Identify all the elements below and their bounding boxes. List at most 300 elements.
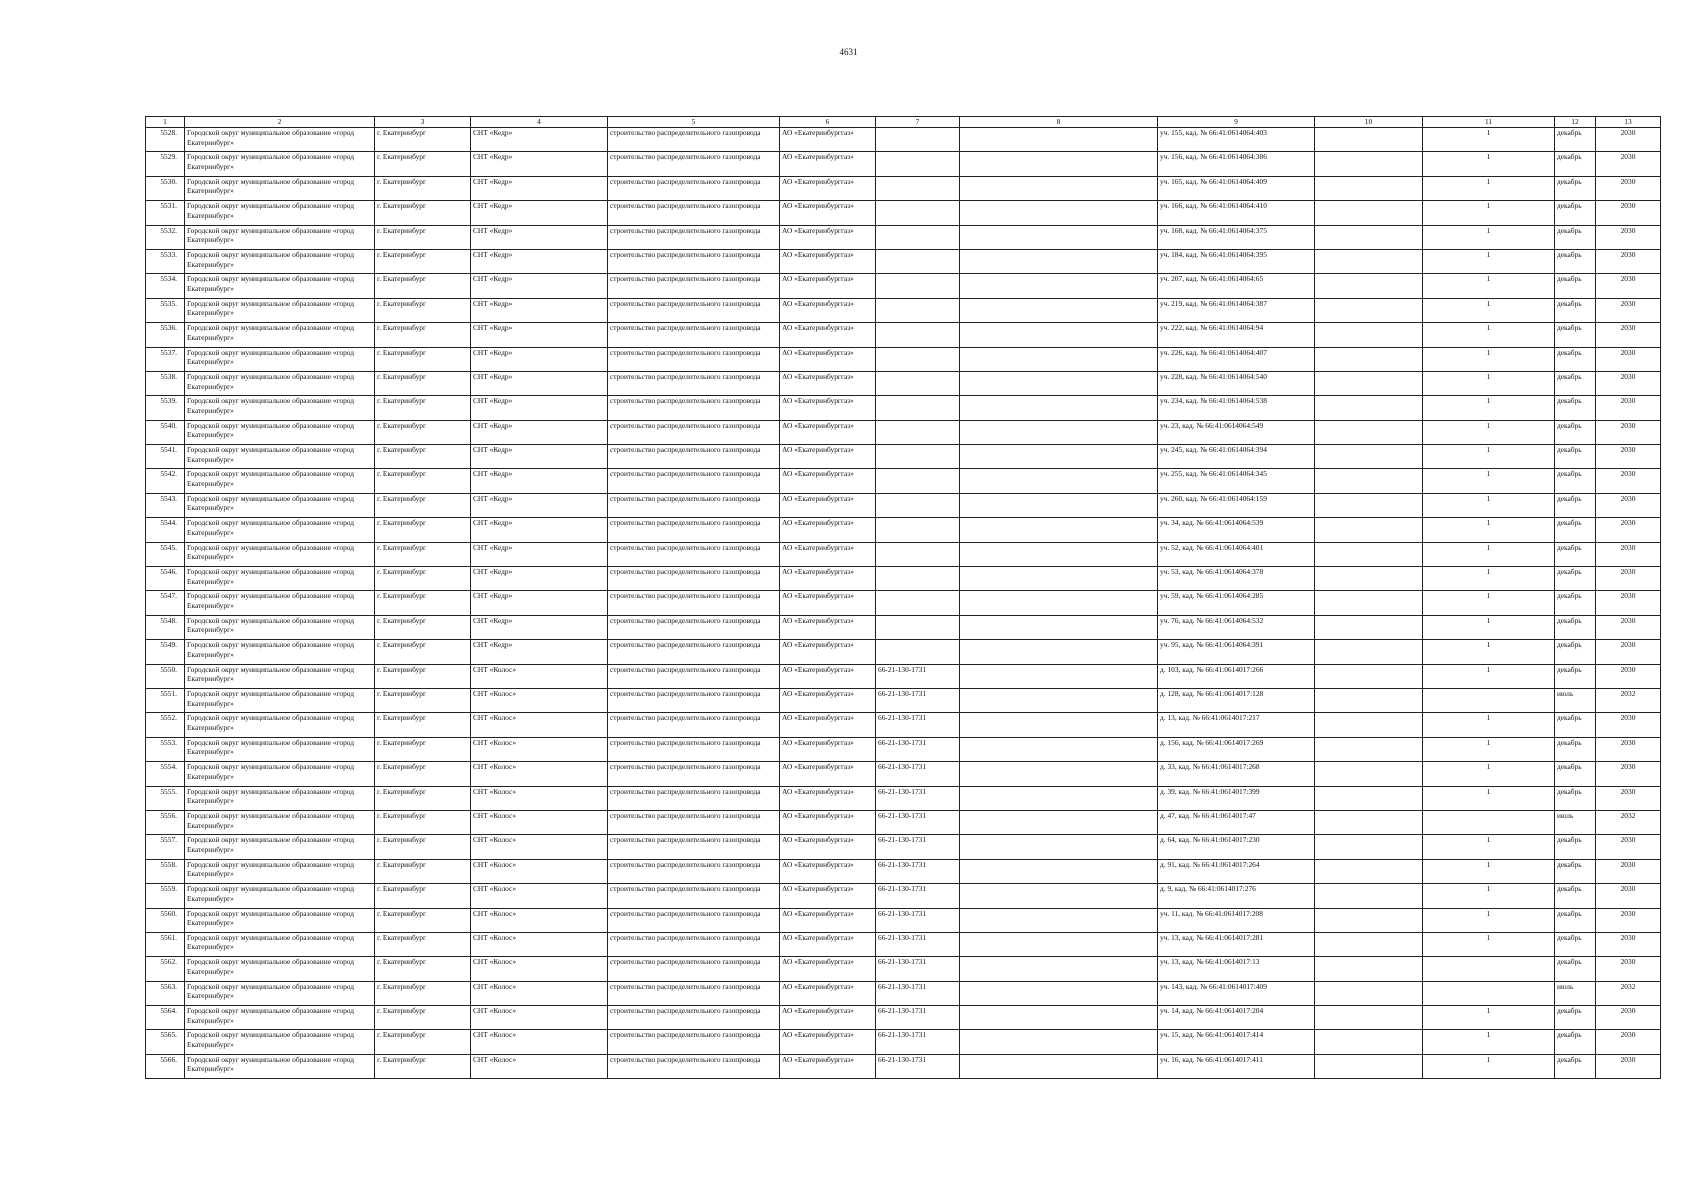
operator-cell: АО «Екатеринбурггаз» [780, 371, 876, 395]
municipality-cell: Городской округ муниципальное образование «город Екатеринбург» [185, 786, 375, 810]
permit-number-cell [876, 225, 960, 249]
settlement-cell: г. Екатеринбург [375, 128, 471, 152]
reserved-cell [960, 542, 1158, 566]
table-row [146, 201, 1661, 225]
permit-number-cell [876, 298, 960, 322]
table-row [146, 640, 1661, 664]
reserved-2-cell [1315, 762, 1423, 786]
year-cell: 2030 [1596, 1030, 1661, 1054]
municipality-cell: Городской округ муниципальное образование «город Екатеринбург» [185, 1030, 375, 1054]
month-cell: декабрь [1555, 420, 1596, 444]
plot-cadastral-cell: д. 91, кад. № 66:41:0614017:264 [1158, 859, 1315, 883]
operator-cell: АО «Екатеринбурггаз» [780, 688, 876, 712]
reserved-2-cell [1315, 201, 1423, 225]
row-number-cell: 5546. [146, 567, 185, 591]
year-cell: 2030 [1596, 371, 1661, 395]
work-type-cell: строительство распределительного газопровода [608, 176, 780, 200]
permit-number-cell: 66-21-130-1731 [876, 835, 960, 859]
reserved-2-cell [1315, 810, 1423, 834]
settlement-cell: г. Екатеринбург [375, 567, 471, 591]
table-row [146, 835, 1661, 859]
column-header: 7 [876, 117, 960, 128]
work-type-cell: строительство распределительного газопровода [608, 1006, 780, 1030]
plot-cadastral-cell: уч. 52, кад. № 66:41:0614064:401 [1158, 542, 1315, 566]
reserved-2-cell [1315, 713, 1423, 737]
table-row [146, 371, 1661, 395]
settlement-cell: г. Екатеринбург [375, 1030, 471, 1054]
work-type-cell: строительство распределительного газопровода [608, 396, 780, 420]
quantity-cell [1423, 688, 1555, 712]
year-cell: 2030 [1596, 420, 1661, 444]
permit-number-cell: 66-21-130-1731 [876, 762, 960, 786]
settlement-cell: г. Екатеринбург [375, 835, 471, 859]
reserved-cell [960, 932, 1158, 956]
work-type-cell: строительство распределительного газопровода [608, 469, 780, 493]
row-number-cell: 5563. [146, 981, 185, 1005]
reserved-cell [960, 249, 1158, 273]
year-cell: 2030 [1596, 176, 1661, 200]
reserved-cell [960, 445, 1158, 469]
month-cell: декабрь [1555, 591, 1596, 615]
month-cell: июль [1555, 810, 1596, 834]
table-row [146, 249, 1661, 273]
settlement-cell: г. Екатеринбург [375, 201, 471, 225]
row-number-cell: 5556. [146, 810, 185, 834]
work-type-cell: строительство распределительного газопровода [608, 957, 780, 981]
table-row [146, 664, 1661, 688]
work-type-cell: строительство распределительного газопровода [608, 347, 780, 371]
plot-cadastral-cell: уч. 228, кад. № 66:41:0614064:540 [1158, 371, 1315, 395]
plot-cadastral-cell: уч. 226, кад. № 66:41:0614064:407 [1158, 347, 1315, 371]
permit-number-cell [876, 152, 960, 176]
permit-number-cell: 66-21-130-1731 [876, 1030, 960, 1054]
column-header: 10 [1315, 117, 1423, 128]
operator-cell: АО «Екатеринбурггаз» [780, 957, 876, 981]
plot-cadastral-cell: уч. 53, кад. № 66:41:0614064:378 [1158, 567, 1315, 591]
reserved-2-cell [1315, 176, 1423, 200]
row-number-cell: 5545. [146, 542, 185, 566]
garden-association-cell: СНТ «Кедр» [471, 420, 608, 444]
reserved-cell [960, 128, 1158, 152]
settlement-cell: г. Екатеринбург [375, 420, 471, 444]
plot-cadastral-cell: уч. 143, кад. № 66:41:0614017:409 [1158, 981, 1315, 1005]
work-type-cell: строительство распределительного газопровода [608, 371, 780, 395]
operator-cell: АО «Екатеринбурггаз» [780, 1006, 876, 1030]
row-number-cell: 5544. [146, 518, 185, 542]
permit-number-cell: 66-21-130-1731 [876, 786, 960, 810]
work-type-cell: строительство распределительного газопровода [608, 835, 780, 859]
reserved-cell [960, 591, 1158, 615]
operator-cell: АО «Екатеринбурггаз» [780, 713, 876, 737]
month-cell: декабрь [1555, 298, 1596, 322]
table-row [146, 1030, 1661, 1054]
plot-cadastral-cell: уч. 76, кад. № 66:41:0614064:532 [1158, 615, 1315, 639]
garden-association-cell: СНТ «Кедр» [471, 176, 608, 200]
permit-number-cell: 66-21-130-1731 [876, 932, 960, 956]
municipality-cell: Городской округ муниципальное образование «город Екатеринбург» [185, 274, 375, 298]
year-cell: 2032 [1596, 688, 1661, 712]
month-cell: декабрь [1555, 737, 1596, 761]
reserved-cell [960, 859, 1158, 883]
permit-number-cell [876, 615, 960, 639]
reserved-2-cell [1315, 518, 1423, 542]
reserved-2-cell [1315, 493, 1423, 517]
plot-cadastral-cell: уч. 255, кад. № 66:41:0614064:345 [1158, 469, 1315, 493]
year-cell: 2030 [1596, 274, 1661, 298]
plot-cadastral-cell: уч. 260, кад. № 66:41:0614064:159 [1158, 493, 1315, 517]
municipality-cell: Городской округ муниципальное образование «город Екатеринбург» [185, 152, 375, 176]
municipality-cell: Городской округ муниципальное образование «город Екатеринбург» [185, 688, 375, 712]
column-header: 13 [1596, 117, 1661, 128]
year-cell: 2030 [1596, 664, 1661, 688]
month-cell: декабрь [1555, 567, 1596, 591]
garden-association-cell: СНТ «Кедр» [471, 493, 608, 517]
row-number-cell: 5543. [146, 493, 185, 517]
reserved-2-cell [1315, 908, 1423, 932]
garden-association-cell: СНТ «Колос» [471, 859, 608, 883]
reserved-cell [960, 493, 1158, 517]
municipality-cell: Городской округ муниципальное образование «город Екатеринбург» [185, 567, 375, 591]
reserved-2-cell [1315, 835, 1423, 859]
plot-cadastral-cell: д. 103, кад. № 66:41:0614017:266 [1158, 664, 1315, 688]
municipality-cell: Городской округ муниципальное образование «город Екатеринбург» [185, 323, 375, 347]
column-header: 9 [1158, 117, 1315, 128]
reserved-2-cell [1315, 1054, 1423, 1078]
row-number-cell: 5533. [146, 249, 185, 273]
settlement-cell: г. Екатеринбург [375, 762, 471, 786]
reserved-cell [960, 786, 1158, 810]
quantity-cell: 1 [1423, 908, 1555, 932]
reserved-cell [960, 420, 1158, 444]
operator-cell: АО «Екатеринбурггаз» [780, 542, 876, 566]
year-cell: 2030 [1596, 493, 1661, 517]
municipality-cell: Городской округ муниципальное образование «город Екатеринбург» [185, 615, 375, 639]
reserved-cell [960, 1054, 1158, 1078]
row-number-cell: 5559. [146, 884, 185, 908]
reserved-cell [960, 176, 1158, 200]
settlement-cell: г. Екатеринбург [375, 957, 471, 981]
row-number-cell: 5565. [146, 1030, 185, 1054]
municipality-cell: Городской округ муниципальное образование «город Екатеринбург» [185, 493, 375, 517]
operator-cell: АО «Екатеринбурггаз» [780, 249, 876, 273]
reserved-2-cell [1315, 298, 1423, 322]
reserved-2-cell [1315, 664, 1423, 688]
settlement-cell: г. Екатеринбург [375, 542, 471, 566]
quantity-cell: 1 [1423, 762, 1555, 786]
work-type-cell: строительство распределительного газопровода [608, 859, 780, 883]
settlement-cell: г. Екатеринбург [375, 225, 471, 249]
permit-number-cell [876, 518, 960, 542]
month-cell: декабрь [1555, 518, 1596, 542]
garden-association-cell: СНТ «Кедр» [471, 469, 608, 493]
month-cell: декабрь [1555, 323, 1596, 347]
plot-cadastral-cell: уч. 14, кад. № 66:41:0614017:204 [1158, 1006, 1315, 1030]
reserved-2-cell [1315, 615, 1423, 639]
operator-cell: АО «Екатеринбурггаз» [780, 835, 876, 859]
municipality-cell: Городской округ муниципальное образование «город Екатеринбург» [185, 591, 375, 615]
settlement-cell: г. Екатеринбург [375, 1054, 471, 1078]
operator-cell: АО «Екатеринбурггаз» [780, 493, 876, 517]
settlement-cell: г. Екатеринбург [375, 323, 471, 347]
reserved-cell [960, 1030, 1158, 1054]
month-cell: декабрь [1555, 201, 1596, 225]
garden-association-cell: СНТ «Кедр» [471, 371, 608, 395]
permit-number-cell: 66-21-130-1731 [876, 981, 960, 1005]
year-cell: 2030 [1596, 932, 1661, 956]
municipality-cell: Городской округ муниципальное образование «город Екатеринбург» [185, 810, 375, 834]
month-cell: декабрь [1555, 469, 1596, 493]
plot-cadastral-cell: д. 9, кад. № 66:41:0614017:276 [1158, 884, 1315, 908]
permit-number-cell [876, 201, 960, 225]
reserved-2-cell [1315, 323, 1423, 347]
operator-cell: АО «Екатеринбурггаз» [780, 810, 876, 834]
settlement-cell: г. Екатеринбург [375, 615, 471, 639]
settlement-cell: г. Екатеринбург [375, 908, 471, 932]
municipality-cell: Городской округ муниципальное образование «город Екатеринбург» [185, 249, 375, 273]
settlement-cell: г. Екатеринбург [375, 713, 471, 737]
plot-cadastral-cell: уч. 168, кад. № 66:41:0614064:375 [1158, 225, 1315, 249]
year-cell: 2030 [1596, 396, 1661, 420]
plot-cadastral-cell: уч. 184, кад. № 66:41:0614064:395 [1158, 249, 1315, 273]
permit-number-cell: 66-21-130-1731 [876, 737, 960, 761]
table-row [146, 347, 1661, 371]
reserved-cell [960, 664, 1158, 688]
month-cell: декабрь [1555, 152, 1596, 176]
table-row [146, 786, 1661, 810]
table-row [146, 128, 1661, 152]
garden-association-cell: СНТ «Колос» [471, 762, 608, 786]
row-number-cell: 5554. [146, 762, 185, 786]
settlement-cell: г. Екатеринбург [375, 640, 471, 664]
quantity-cell: 1 [1423, 737, 1555, 761]
permit-number-cell [876, 176, 960, 200]
month-cell: декабрь [1555, 225, 1596, 249]
quantity-cell: 1 [1423, 1006, 1555, 1030]
plot-cadastral-cell: уч. 13, кад. № 66:41:0614017:13 [1158, 957, 1315, 981]
reserved-cell [960, 835, 1158, 859]
plot-cadastral-cell: уч. 207, кад. № 66:41:0614064:65 [1158, 274, 1315, 298]
reserved-2-cell [1315, 591, 1423, 615]
permit-number-cell [876, 347, 960, 371]
plot-cadastral-cell: уч. 13, кад. № 66:41:0614017:281 [1158, 932, 1315, 956]
municipality-cell: Городской округ муниципальное образование «город Екатеринбург» [185, 420, 375, 444]
permit-number-cell: 66-21-130-1731 [876, 1006, 960, 1030]
garden-association-cell: СНТ «Колос» [471, 981, 608, 1005]
garden-association-cell: СНТ «Кедр» [471, 128, 608, 152]
plot-cadastral-cell: д. 13, кад. № 66:41:0614017:217 [1158, 713, 1315, 737]
table-row [146, 1054, 1661, 1078]
work-type-cell: строительство распределительного газопровода [608, 493, 780, 517]
plot-cadastral-cell: уч. 245, кад. № 66:41:0614064:394 [1158, 445, 1315, 469]
row-number-cell: 5528. [146, 128, 185, 152]
year-cell: 2030 [1596, 347, 1661, 371]
table-row [146, 932, 1661, 956]
table-row [146, 713, 1661, 737]
garden-association-cell: СНТ «Кедр» [471, 201, 608, 225]
quantity-cell: 1 [1423, 567, 1555, 591]
column-header: 11 [1423, 117, 1555, 128]
plot-cadastral-cell: уч. 15, кад. № 66:41:0614017:414 [1158, 1030, 1315, 1054]
work-type-cell: строительство распределительного газопровода [608, 298, 780, 322]
column-header: 12 [1555, 117, 1596, 128]
year-cell: 2030 [1596, 786, 1661, 810]
work-type-cell: строительство распределительного газопровода [608, 640, 780, 664]
row-number-cell: 5536. [146, 323, 185, 347]
municipality-cell: Городской округ муниципальное образование «город Екатеринбург» [185, 542, 375, 566]
quantity-cell: 1 [1423, 396, 1555, 420]
municipality-cell: Городской округ муниципальное образование «город Екатеринбург» [185, 957, 375, 981]
row-number-cell: 5540. [146, 420, 185, 444]
year-cell: 2030 [1596, 762, 1661, 786]
operator-cell: АО «Екатеринбурггаз» [780, 932, 876, 956]
quantity-cell: 1 [1423, 176, 1555, 200]
permit-number-cell [876, 542, 960, 566]
plot-cadastral-cell: уч. 59, кад. № 66:41:0614064:285 [1158, 591, 1315, 615]
year-cell: 2030 [1596, 152, 1661, 176]
table-row [146, 859, 1661, 883]
year-cell: 2030 [1596, 737, 1661, 761]
operator-cell: АО «Екатеринбурггаз» [780, 176, 876, 200]
month-cell: июль [1555, 981, 1596, 1005]
month-cell: декабрь [1555, 371, 1596, 395]
operator-cell: АО «Екатеринбурггаз» [780, 201, 876, 225]
operator-cell: АО «Екатеринбурггаз» [780, 981, 876, 1005]
column-header: 4 [471, 117, 608, 128]
year-cell: 2030 [1596, 469, 1661, 493]
table-row [146, 762, 1661, 786]
table-row [146, 908, 1661, 932]
plot-cadastral-cell: уч. 156, кад. № 66:41:0614064:386 [1158, 152, 1315, 176]
year-cell: 2030 [1596, 225, 1661, 249]
quantity-cell: 1 [1423, 420, 1555, 444]
permit-number-cell [876, 420, 960, 444]
table-row [146, 591, 1661, 615]
operator-cell: АО «Екатеринбурггаз» [780, 737, 876, 761]
month-cell: декабрь [1555, 1054, 1596, 1078]
reserved-cell [960, 201, 1158, 225]
permit-number-cell: 66-21-130-1731 [876, 1054, 960, 1078]
table-body [146, 128, 1661, 1079]
year-cell: 2030 [1596, 201, 1661, 225]
reserved-cell [960, 518, 1158, 542]
reserved-cell [960, 371, 1158, 395]
garden-association-cell: СНТ «Кедр» [471, 518, 608, 542]
quantity-cell: 1 [1423, 518, 1555, 542]
reserved-2-cell [1315, 128, 1423, 152]
permit-number-cell: 66-21-130-1731 [876, 884, 960, 908]
reserved-2-cell [1315, 1006, 1423, 1030]
month-cell: декабрь [1555, 786, 1596, 810]
plot-cadastral-cell: уч. 219, кад. № 66:41:0614064:387 [1158, 298, 1315, 322]
month-cell: декабрь [1555, 176, 1596, 200]
work-type-cell: строительство распределительного газопровода [608, 737, 780, 761]
month-cell: декабрь [1555, 274, 1596, 298]
quantity-cell: 1 [1423, 152, 1555, 176]
month-cell: декабрь [1555, 347, 1596, 371]
year-cell: 2030 [1596, 1054, 1661, 1078]
municipality-cell: Городской округ муниципальное образование «город Екатеринбург» [185, 347, 375, 371]
row-number-cell: 5542. [146, 469, 185, 493]
quantity-cell: 1 [1423, 469, 1555, 493]
month-cell: декабрь [1555, 762, 1596, 786]
quantity-cell: 1 [1423, 542, 1555, 566]
settlement-cell: г. Екатеринбург [375, 932, 471, 956]
row-number-cell: 5557. [146, 835, 185, 859]
row-number-cell: 5553. [146, 737, 185, 761]
row-number-cell: 5551. [146, 688, 185, 712]
row-number-cell: 5547. [146, 591, 185, 615]
work-type-cell: строительство распределительного газопровода [608, 932, 780, 956]
municipality-cell: Городской округ муниципальное образование «город Екатеринбург» [185, 445, 375, 469]
quantity-cell: 1 [1423, 371, 1555, 395]
operator-cell: АО «Екатеринбурггаз» [780, 420, 876, 444]
quantity-cell [1423, 981, 1555, 1005]
operator-cell: АО «Екатеринбурггаз» [780, 908, 876, 932]
reserved-2-cell [1315, 640, 1423, 664]
work-type-cell: строительство распределительного газопровода [608, 152, 780, 176]
reserved-2-cell [1315, 445, 1423, 469]
municipality-cell: Городской округ муниципальное образование «город Екатеринбург» [185, 932, 375, 956]
permit-number-cell [876, 128, 960, 152]
quantity-cell: 1 [1423, 640, 1555, 664]
garden-association-cell: СНТ «Колос» [471, 737, 608, 761]
operator-cell: АО «Екатеринбурггаз» [780, 225, 876, 249]
garden-association-cell: СНТ «Колос» [471, 1054, 608, 1078]
permit-number-cell: 66-21-130-1731 [876, 957, 960, 981]
quantity-cell [1423, 810, 1555, 834]
year-cell: 2030 [1596, 567, 1661, 591]
garden-association-cell: СНТ «Колос» [471, 908, 608, 932]
table-row [146, 518, 1661, 542]
operator-cell: АО «Екатеринбурггаз» [780, 762, 876, 786]
reserved-2-cell [1315, 957, 1423, 981]
quantity-cell: 1 [1423, 664, 1555, 688]
garden-association-cell: СНТ «Кедр» [471, 542, 608, 566]
reserved-cell [960, 713, 1158, 737]
month-cell: декабрь [1555, 128, 1596, 152]
month-cell: декабрь [1555, 713, 1596, 737]
quantity-cell: 1 [1423, 323, 1555, 347]
quantity-cell [1423, 957, 1555, 981]
row-number-cell: 5532. [146, 225, 185, 249]
garden-association-cell: СНТ «Колос» [471, 1030, 608, 1054]
quantity-cell: 1 [1423, 591, 1555, 615]
operator-cell: АО «Екатеринбурггаз» [780, 567, 876, 591]
garden-association-cell: СНТ «Кедр» [471, 445, 608, 469]
municipality-cell: Городской округ муниципальное образование «город Екатеринбург» [185, 835, 375, 859]
work-type-cell: строительство распределительного газопровода [608, 542, 780, 566]
table-row [146, 615, 1661, 639]
plot-cadastral-cell: д. 33, кад. № 66:41:0614017:268 [1158, 762, 1315, 786]
permit-number-cell [876, 371, 960, 395]
year-cell: 2030 [1596, 908, 1661, 932]
garden-association-cell: СНТ «Кедр» [471, 274, 608, 298]
garden-association-cell: СНТ «Колос» [471, 884, 608, 908]
work-type-cell: строительство распределительного газопровода [608, 908, 780, 932]
work-type-cell: строительство распределительного газопровода [608, 420, 780, 444]
operator-cell: АО «Екатеринбурггаз» [780, 152, 876, 176]
reserved-cell [960, 225, 1158, 249]
operator-cell: АО «Екатеринбурггаз» [780, 786, 876, 810]
reserved-2-cell [1315, 225, 1423, 249]
month-cell: декабрь [1555, 957, 1596, 981]
garden-association-cell: СНТ «Колос» [471, 957, 608, 981]
settlement-cell: г. Екатеринбург [375, 347, 471, 371]
table-row [146, 957, 1661, 981]
garden-association-cell: СНТ «Кедр» [471, 567, 608, 591]
table-row [146, 1006, 1661, 1030]
settlement-cell: г. Екатеринбург [375, 176, 471, 200]
